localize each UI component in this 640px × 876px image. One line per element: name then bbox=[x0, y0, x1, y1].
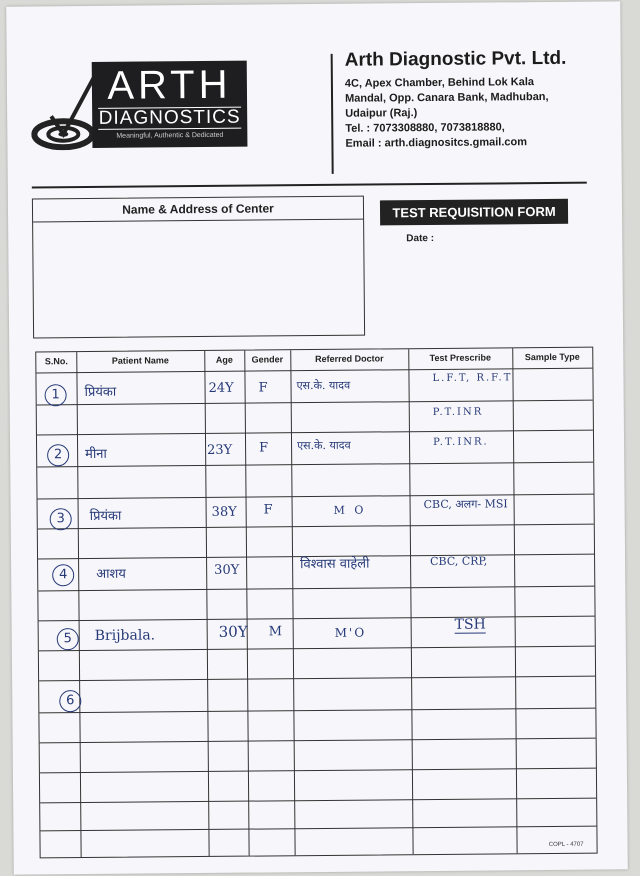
row-1-doctor: एस.के. यादव bbox=[296, 378, 351, 393]
row-4-test: CBC, CRP, bbox=[430, 554, 488, 569]
row-line bbox=[39, 646, 595, 652]
address-line-2: Mandal, Opp. Canara Bank, Madhuban, bbox=[344, 90, 549, 105]
row-5-doctor: M'O bbox=[334, 625, 367, 640]
row-1-test-2: P.T.INR bbox=[432, 406, 484, 418]
company-info bbox=[345, 48, 568, 152]
row-line bbox=[40, 798, 596, 804]
row-2-test: P.T.INR. bbox=[432, 436, 489, 448]
row-line bbox=[38, 494, 594, 500]
center-box-title: Name & Address of Center bbox=[33, 197, 363, 223]
row-4-doctor: विश्वास वाहेली bbox=[300, 556, 370, 573]
col-divider bbox=[244, 351, 249, 856]
row-5-test: TSH bbox=[454, 616, 486, 633]
row-line bbox=[40, 768, 596, 774]
row-line bbox=[38, 524, 594, 530]
row-line bbox=[40, 738, 596, 744]
col-divider bbox=[76, 352, 81, 857]
col-divider bbox=[408, 349, 413, 854]
company-name: Arth Diagnostic Pvt. Ltd. bbox=[344, 47, 567, 71]
row-line bbox=[39, 708, 595, 714]
row-line bbox=[37, 430, 593, 436]
header-age: Age bbox=[215, 354, 233, 365]
header-test-prescribe: Test Prescribe bbox=[429, 352, 492, 364]
header-sample-type: Sample Type bbox=[524, 351, 580, 363]
patient-table bbox=[35, 347, 597, 859]
header-rule bbox=[32, 182, 587, 189]
date-label: Date : bbox=[406, 232, 435, 245]
row-2-doctor: एस.के. यादव bbox=[297, 438, 351, 453]
row-3-patient: प्रियंका bbox=[89, 508, 122, 524]
row-1-gender: F bbox=[258, 380, 268, 396]
row-1-test: L.F.T, R.F.T bbox=[432, 372, 513, 384]
logo-sub: DIAGNOSTICS bbox=[98, 106, 241, 129]
logo-tagline: Meaningful, Authentic & Dedicated bbox=[116, 131, 224, 140]
row-5-gender: M bbox=[268, 624, 283, 640]
row-4-number: 4 bbox=[52, 564, 74, 586]
row-6-number: 6 bbox=[59, 690, 81, 712]
header-gender: Gender bbox=[251, 354, 284, 365]
email: Email : arth.diagnositcs.gmail.com bbox=[345, 136, 528, 150]
row-line bbox=[38, 586, 594, 592]
center-address-box bbox=[32, 196, 365, 339]
row-line bbox=[40, 826, 596, 832]
row-3-age: 38Y bbox=[211, 504, 237, 520]
row-4-age: 30Y bbox=[214, 562, 240, 578]
col-divider bbox=[204, 351, 209, 856]
footer-code: COPL - 4707 bbox=[548, 841, 584, 848]
header-sno: S.No. bbox=[44, 356, 68, 367]
col-divider bbox=[512, 348, 517, 853]
row-1-age: 24Y bbox=[208, 380, 234, 396]
logo-word: ARTH bbox=[107, 62, 232, 108]
row-5-age: 30Y bbox=[218, 622, 248, 641]
row-3-test: CBC, अलग- MSI bbox=[423, 497, 508, 512]
row-5-number: 5 bbox=[57, 628, 79, 650]
form-title: TEST REQUISITION FORM bbox=[380, 199, 568, 226]
row-4-patient: आशय bbox=[96, 566, 126, 582]
telephone: Tel. : 7073308880, 7073818880, bbox=[345, 121, 505, 135]
address-line-1: 4C, Apex Chamber, Behind Lok Kala bbox=[344, 76, 535, 90]
row-3-doctor: M O bbox=[333, 503, 367, 517]
requisition-form-paper bbox=[6, 1, 628, 874]
brand-logo bbox=[92, 61, 248, 148]
row-2-patient: मीना bbox=[85, 446, 107, 463]
row-1-number: 1 bbox=[45, 384, 67, 406]
row-3-gender: F bbox=[263, 502, 273, 518]
row-line bbox=[39, 676, 595, 682]
header-divider bbox=[331, 54, 334, 174]
row-2-age: 23Y bbox=[207, 442, 233, 458]
row-line bbox=[37, 400, 593, 406]
col-divider bbox=[290, 350, 295, 855]
address-line-3: Udaipur (Raj.) bbox=[345, 107, 418, 120]
row-line bbox=[37, 462, 593, 468]
row-2-gender: F bbox=[259, 440, 269, 456]
header-referred-doctor: Referred Doctor bbox=[315, 353, 384, 365]
row-line bbox=[39, 616, 595, 622]
target-check-logo-icon bbox=[31, 68, 102, 151]
row-5-patient: Brijbala. bbox=[94, 627, 156, 644]
row-3-number: 3 bbox=[50, 508, 72, 530]
row-2-number: 2 bbox=[47, 444, 69, 466]
header-patient-name: Patient Name bbox=[111, 355, 169, 366]
row-1-patient: प्रियंका bbox=[84, 384, 117, 401]
